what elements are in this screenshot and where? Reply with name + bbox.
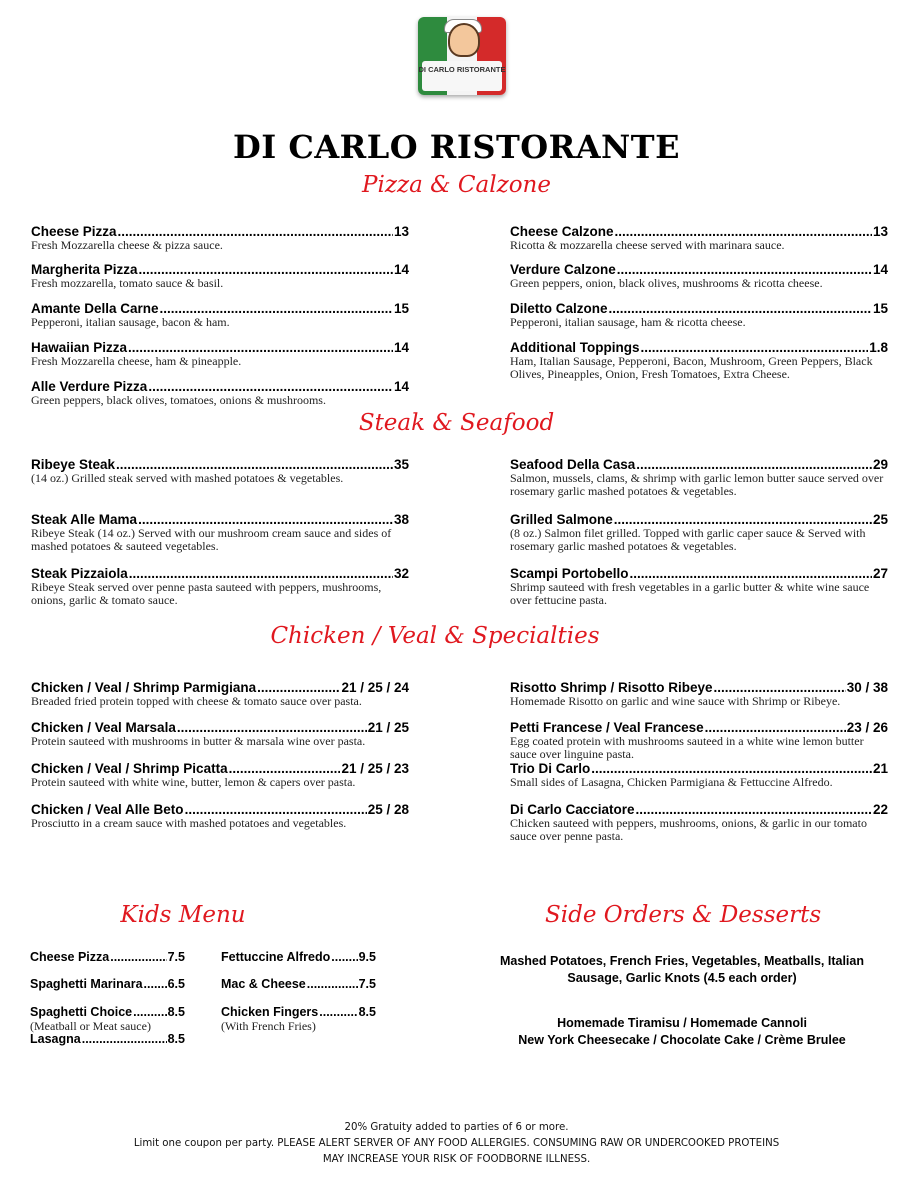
section-title-chicken: Chicken / Veal & Specialties bbox=[270, 623, 600, 649]
logo-text: DI CARLO RISTORANTE bbox=[418, 65, 506, 74]
item-name: Chicken / Veal / Shrimp Picatta bbox=[31, 761, 228, 776]
allergy-notice-line-1: Limit one coupon per party. PLEASE ALERT SERVER OF ANY FOOD ALLERGIES. CONSUMING RAW OR UNDERCOOKED PROTEINS bbox=[133, 1138, 780, 1149]
item-description: Prosciutto in a cream sauce with mashed potatoes and vegetables. bbox=[31, 816, 347, 830]
menu-item-verdure-calzone bbox=[510, 262, 888, 290]
item-price: 38 bbox=[393, 512, 409, 527]
kids-item-spaghetti-marinara bbox=[30, 977, 185, 992]
section-title-steak: Steak & Seafood bbox=[358, 410, 555, 436]
item-description: (8 oz.) Salmon filet grilled. Topped with garlic caper sauce & Served with rosemary garlic mashed potatoes & vegetables. bbox=[510, 526, 866, 553]
item-name: Additional Toppings bbox=[510, 340, 640, 355]
item-name: Petti Francese / Veal Francese bbox=[510, 720, 704, 735]
item-price: 7.5 bbox=[167, 950, 185, 964]
item-description: Green peppers, black olives, tomatoes, onions & mushrooms. bbox=[31, 393, 326, 407]
item-price: 7.5 bbox=[358, 977, 376, 991]
item-price: 8.5 bbox=[167, 1032, 185, 1046]
item-price: 29 bbox=[872, 457, 888, 472]
desserts-list bbox=[470, 1015, 894, 1049]
item-description: Breaded fried protein topped with cheese & tomato sauce over pasta. bbox=[31, 694, 362, 708]
item-description: Fresh Mozzarella cheese, ham & pineapple. bbox=[31, 354, 242, 368]
item-description: (14 oz.) Grilled steak served with mashed potatoes & vegetables. bbox=[31, 471, 344, 485]
section-title-sides: Side Orders & Desserts bbox=[545, 902, 822, 928]
item-description: Ribeye Steak served over penne pasta sauteed with peppers, mushrooms, onions, garlic & tomato sauce. bbox=[31, 580, 382, 607]
item-description: Egg coated protein with mushrooms sauteed in a white wine lemon butter sauce over linguine pasta. bbox=[510, 734, 864, 761]
item-description: Protein sauteed with white wine, butter, lemon & capers over pasta. bbox=[31, 775, 356, 789]
menu-item-steak-alle-mama bbox=[31, 512, 409, 553]
menu-item-amante-della-carne bbox=[31, 301, 409, 329]
menu-item-seafood-della-casa bbox=[510, 457, 888, 498]
item-name: Di Carlo Cacciatore bbox=[510, 802, 635, 817]
menu-item-risotto bbox=[510, 680, 888, 708]
menu-item-cheese-calzone bbox=[510, 224, 888, 252]
item-price: 30 / 38 bbox=[846, 680, 888, 695]
item-description: Small sides of Lasagna, Chicken Parmigiana & Fettuccine Alfredo. bbox=[510, 775, 833, 789]
item-description: Chicken sauteed with peppers, mushrooms, onions, & garlic in our tomato sauce over penne pasta. bbox=[510, 816, 867, 843]
item-name: Chicken Fingers bbox=[221, 1005, 319, 1019]
menu-item-margherita-pizza bbox=[31, 262, 409, 290]
desserts-line-2: New York Cheesecake / Chocolate Cake / Crème Brulee bbox=[518, 1033, 846, 1047]
item-name: Fettuccine Alfredo bbox=[221, 950, 331, 964]
item-price: 13 bbox=[393, 224, 409, 239]
menu-item-ribeye-steak bbox=[31, 457, 409, 485]
item-name: Seafood Della Casa bbox=[510, 457, 636, 472]
side-orders-list bbox=[470, 953, 894, 987]
item-price: 6.5 bbox=[167, 977, 185, 991]
item-name: Diletto Calzone bbox=[510, 301, 608, 316]
item-name: Chicken / Veal Marsala bbox=[31, 720, 176, 735]
item-name: Steak Pizzaiola bbox=[31, 566, 128, 581]
footer-notice bbox=[0, 1120, 913, 1168]
item-name: Cheese Pizza bbox=[31, 224, 117, 239]
menu-item-scampi-portobello bbox=[510, 566, 888, 607]
kids-item-fettuccine-alfredo bbox=[221, 950, 376, 965]
item-description: Salmon, mussels, clams, & shrimp with garlic lemon butter sauce served over rosemary garlic mashed potatoes & vegetables. bbox=[510, 471, 884, 498]
item-price: 13 bbox=[872, 224, 888, 239]
kids-item-chicken-fingers bbox=[221, 1005, 376, 1033]
item-name: Verdure Calzone bbox=[510, 262, 616, 277]
item-name: Risotto Shrimp / Risotto Ribeye bbox=[510, 680, 713, 695]
menu-item-hawaiian-pizza bbox=[31, 340, 409, 368]
item-description: Pepperoni, italian sausage, ham & ricotta cheese. bbox=[510, 315, 746, 329]
menu-item-trio-di-carlo bbox=[510, 761, 888, 789]
item-price: 1.8 bbox=[869, 340, 888, 355]
item-description: Shrimp sauteed with fresh vegetables in a garlic butter & white wine sauce over fettucine pasta. bbox=[510, 580, 870, 607]
menu-item-grilled-salmone bbox=[510, 512, 888, 553]
item-description: Protein sauteed with mushrooms in butter & marsala wine over pasta. bbox=[31, 734, 366, 748]
item-description: Green peppers, onion, black olives, mushrooms & ricotta cheese. bbox=[510, 276, 823, 290]
item-name: Scampi Portobello bbox=[510, 566, 629, 581]
gratuity-notice: 20% Gratuity added to parties of 6 or more. bbox=[344, 1122, 569, 1133]
kids-item-mac-cheese bbox=[221, 977, 376, 992]
item-name: Steak Alle Mama bbox=[31, 512, 138, 527]
item-description: Fresh Mozzarella cheese & pizza sauce. bbox=[31, 238, 223, 252]
item-name: Lasagna bbox=[30, 1032, 81, 1046]
menu-item-cacciatore bbox=[510, 802, 888, 843]
item-name: Margherita Pizza bbox=[31, 262, 138, 277]
item-name: Cheese Calzone bbox=[510, 224, 614, 239]
item-price: 14 bbox=[872, 262, 888, 277]
item-name: Chicken / Veal Alle Beto bbox=[31, 802, 184, 817]
item-price: 15 bbox=[872, 301, 888, 316]
item-price: 8.5 bbox=[358, 1005, 376, 1019]
chef-icon bbox=[448, 23, 480, 57]
item-description: Pepperoni, italian sausage, bacon & ham. bbox=[31, 315, 230, 329]
item-price: 25 bbox=[872, 512, 888, 527]
item-name: Cheese Pizza bbox=[30, 950, 110, 964]
page-title: DI CARLO RISTORANTE bbox=[233, 128, 680, 166]
item-price: 14 bbox=[393, 262, 409, 277]
item-price: 9.5 bbox=[358, 950, 376, 964]
kids-item-spaghetti-choice bbox=[30, 1005, 185, 1033]
item-price: 14 bbox=[393, 379, 409, 394]
section-title-pizza: Pizza & Calzone bbox=[362, 172, 551, 198]
menu-item-alle-beto bbox=[31, 802, 409, 830]
restaurant-logo bbox=[418, 17, 506, 95]
menu-item-marsala bbox=[31, 720, 409, 748]
item-description: Homemade Risotto on garlic and wine sauce with Shrimp or Ribeye. bbox=[510, 694, 841, 708]
item-description: Ricotta & mozzarella cheese served with marinara sauce. bbox=[510, 238, 785, 252]
item-name: Hawaiian Pizza bbox=[31, 340, 128, 355]
menu-item-cheese-pizza bbox=[31, 224, 409, 252]
item-price: 15 bbox=[393, 301, 409, 316]
item-price: 22 bbox=[872, 802, 888, 817]
item-name: Grilled Salmone bbox=[510, 512, 613, 527]
item-name: Amante Della Carne bbox=[31, 301, 159, 316]
menu-item-parmigiana bbox=[31, 680, 409, 708]
item-name: Chicken / Veal / Shrimp Parmigiana bbox=[31, 680, 257, 695]
item-price: 14 bbox=[393, 340, 409, 355]
menu-item-alle-verdure-pizza bbox=[31, 379, 409, 407]
menu-item-diletto-calzone bbox=[510, 301, 888, 329]
item-price: 25 / 28 bbox=[367, 802, 409, 817]
side-orders-line-1: Mashed Potatoes, French Fries, Vegetables, Meatballs, Italian bbox=[499, 954, 864, 968]
item-name: Spaghetti Choice bbox=[30, 1005, 133, 1019]
item-price: 21 / 25 / 23 bbox=[341, 761, 409, 776]
item-price: 35 bbox=[393, 457, 409, 472]
item-name: Spaghetti Marinara bbox=[30, 977, 143, 991]
menu-item-steak-pizzaiola bbox=[31, 566, 409, 607]
item-description: Ribeye Steak (14 oz.) Served with our mushroom cream sauce and sides of mashed potatoes & sauteed vegetables. bbox=[31, 526, 392, 553]
section-title-kids: Kids Menu bbox=[120, 902, 246, 928]
item-name: Trio Di Carlo bbox=[510, 761, 591, 776]
item-price: 21 bbox=[872, 761, 888, 776]
menu-item-picatta bbox=[31, 761, 409, 789]
kids-item-lasagna bbox=[30, 1032, 185, 1047]
side-orders-line-2: Sausage, Garlic Knots (4.5 each order) bbox=[567, 971, 797, 985]
item-description: Fresh mozzarella, tomato sauce & basil. bbox=[31, 276, 224, 290]
item-name: Mac & Cheese bbox=[221, 977, 306, 991]
item-price: 21 / 25 / 24 bbox=[341, 680, 409, 695]
item-price: 23 / 26 bbox=[846, 720, 888, 735]
item-name: Ribeye Steak bbox=[31, 457, 116, 472]
item-description: (With French Fries) bbox=[221, 1019, 316, 1033]
desserts-line-1: Homemade Tiramisu / Homemade Cannoli bbox=[557, 1016, 807, 1030]
item-description: Ham, Italian Sausage, Pepperoni, Bacon, Mushroom, Green Peppers, Black Olives, Pineapples, Onion, Fresh Tomatoes, Extra Cheese. bbox=[510, 354, 873, 381]
item-price: 8.5 bbox=[167, 1005, 185, 1019]
item-price: 21 / 25 bbox=[367, 720, 409, 735]
menu-item-francese bbox=[510, 720, 888, 761]
menu-item-additional-toppings bbox=[510, 340, 888, 381]
item-name: Alle Verdure Pizza bbox=[31, 379, 148, 394]
item-price: 27 bbox=[872, 566, 888, 581]
item-description: (Meatball or Meat sauce) bbox=[30, 1019, 151, 1033]
kids-item-cheese-pizza bbox=[30, 950, 185, 965]
allergy-notice-line-2: MAY INCREASE YOUR RISK OF FOODBORNE ILLNESS. bbox=[322, 1154, 591, 1165]
item-price: 32 bbox=[393, 566, 409, 581]
